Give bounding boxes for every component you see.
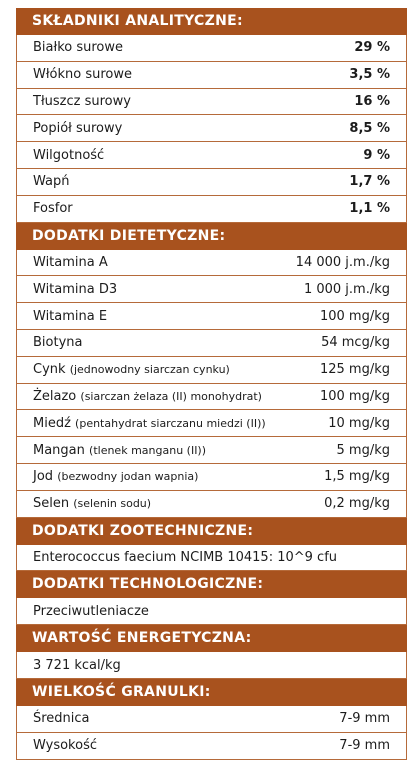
row-label bbox=[33, 416, 266, 431]
table-row bbox=[17, 250, 406, 277]
row-label-main: Wapń bbox=[33, 174, 70, 190]
row-value: 29 % bbox=[354, 40, 390, 56]
table-row bbox=[17, 35, 406, 62]
row-label-note: (siarczan żelaza (II) monohydrat) bbox=[80, 389, 262, 403]
row-label-note: (selenin sodu) bbox=[73, 497, 152, 511]
row-label-main: Witamina E bbox=[33, 308, 108, 324]
row-label-note: (jednowodny siarczan cynku) bbox=[69, 363, 230, 377]
section-table bbox=[16, 35, 407, 223]
row-label bbox=[33, 496, 151, 511]
row-value: 1,5 mg/kg bbox=[324, 469, 390, 485]
row-label bbox=[33, 469, 198, 484]
row-label-main: Białko surowe bbox=[33, 40, 123, 56]
table-row bbox=[17, 89, 406, 116]
row-label-main: Witamina D3 bbox=[33, 281, 118, 297]
section-table bbox=[16, 545, 407, 572]
row-label bbox=[33, 282, 117, 297]
row-label bbox=[33, 362, 230, 377]
row-value: 100 mg/kg bbox=[319, 308, 390, 324]
table-row bbox=[17, 142, 406, 169]
row-value: 0,2 mg/kg bbox=[324, 496, 390, 512]
row-value: 5 mg/kg bbox=[336, 442, 390, 458]
row-label-main: Jod bbox=[33, 469, 54, 485]
row-label-main: Witamina A bbox=[33, 254, 108, 270]
row-label-main: Wysokość bbox=[33, 738, 97, 754]
table-row bbox=[17, 491, 406, 518]
section-header: DODATKI ZOOTECHNICZNE: bbox=[16, 518, 407, 545]
table-row bbox=[17, 276, 406, 303]
row-value: 54 mcg/kg bbox=[321, 335, 390, 351]
table-row bbox=[17, 196, 406, 223]
row-label-main: Miedź bbox=[33, 415, 71, 431]
section-table bbox=[16, 652, 407, 679]
row-label-main: 3 721 kcal/kg bbox=[33, 657, 121, 673]
row-label bbox=[33, 121, 122, 136]
row-label-main: Cynk bbox=[33, 362, 66, 378]
row-label bbox=[33, 309, 107, 324]
row-label bbox=[33, 335, 82, 350]
section-table bbox=[16, 706, 407, 760]
row-value: 3,5 % bbox=[349, 67, 390, 83]
row-label-main: Średnica bbox=[33, 711, 90, 727]
row-label bbox=[33, 40, 123, 55]
row-label bbox=[33, 148, 104, 163]
row-label-main: Tłuszcz surowy bbox=[33, 93, 131, 109]
row-label bbox=[33, 174, 69, 189]
table-row bbox=[17, 62, 406, 89]
row-label-main: Mangan bbox=[33, 442, 85, 458]
row-value: 100 mg/kg bbox=[319, 388, 390, 404]
row-label-main: Enterococcus faecium NCIMB 10415: 10^9 cfu bbox=[33, 549, 338, 565]
row-value: 9 % bbox=[363, 147, 390, 163]
table-row bbox=[17, 303, 406, 330]
row-label-main: Biotyna bbox=[33, 335, 83, 351]
section-header: WIELKOŚĆ GRANULKI: bbox=[16, 679, 407, 706]
row-value: 1,7 % bbox=[349, 174, 390, 190]
row-label-note: (pentahydrat siarczanu miedzi (II)) bbox=[75, 416, 266, 430]
table-row bbox=[17, 545, 406, 572]
nutrition-info-table bbox=[16, 8, 407, 760]
section-header: WARTOŚĆ ENERGETYCZNA: bbox=[16, 625, 407, 652]
row-label bbox=[33, 550, 337, 565]
row-label bbox=[33, 658, 121, 673]
table-row bbox=[17, 169, 406, 196]
row-value: 1,1 % bbox=[349, 201, 390, 217]
row-value: 8,5 % bbox=[349, 120, 390, 136]
row-label-main: Selen bbox=[33, 496, 70, 512]
table-row bbox=[17, 733, 406, 760]
table-row bbox=[17, 330, 406, 357]
section-table bbox=[16, 250, 407, 518]
row-label bbox=[33, 389, 262, 404]
table-row bbox=[17, 464, 406, 491]
table-row bbox=[17, 652, 406, 679]
section-header: DODATKI TECHNOLOGICZNE: bbox=[16, 571, 407, 598]
row-value: 125 mg/kg bbox=[319, 362, 390, 378]
row-label bbox=[33, 94, 131, 109]
row-label-main: Włókno surowe bbox=[33, 67, 133, 83]
row-label bbox=[33, 255, 108, 270]
row-label-note: (tlenek manganu (II)) bbox=[89, 443, 207, 457]
section-header: SKŁADNIKI ANALITYCZNE: bbox=[16, 8, 407, 35]
row-label bbox=[33, 67, 132, 82]
row-label-note: (bezwodny jodan wapnia) bbox=[57, 470, 199, 484]
row-label bbox=[33, 738, 97, 753]
table-row bbox=[17, 410, 406, 437]
section-table bbox=[16, 598, 407, 625]
table-row bbox=[17, 115, 406, 142]
section-header: DODATKI DIETETYCZNE: bbox=[16, 223, 407, 250]
row-label-main: Żelazo bbox=[33, 388, 77, 404]
table-row bbox=[17, 706, 406, 733]
row-value: 7-9 mm bbox=[339, 711, 390, 727]
row-label-main: Wilgotność bbox=[33, 147, 105, 163]
table-row bbox=[17, 598, 406, 625]
row-value: 14 000 j.m./kg bbox=[295, 254, 390, 270]
row-label-main: Przeciwutleniacze bbox=[33, 603, 149, 619]
row-label bbox=[33, 443, 206, 458]
row-label bbox=[33, 604, 149, 619]
table-row bbox=[17, 384, 406, 411]
row-label bbox=[33, 201, 73, 216]
row-value: 16 % bbox=[354, 93, 390, 109]
row-label-main: Popiół surowy bbox=[33, 120, 123, 136]
table-row bbox=[17, 437, 406, 464]
row-value: 7-9 mm bbox=[339, 738, 390, 754]
table-row bbox=[17, 357, 406, 384]
row-label-main: Fosfor bbox=[33, 201, 73, 217]
row-label bbox=[33, 711, 90, 726]
row-value: 10 mg/kg bbox=[328, 415, 390, 431]
row-value: 1 000 j.m./kg bbox=[303, 281, 390, 297]
